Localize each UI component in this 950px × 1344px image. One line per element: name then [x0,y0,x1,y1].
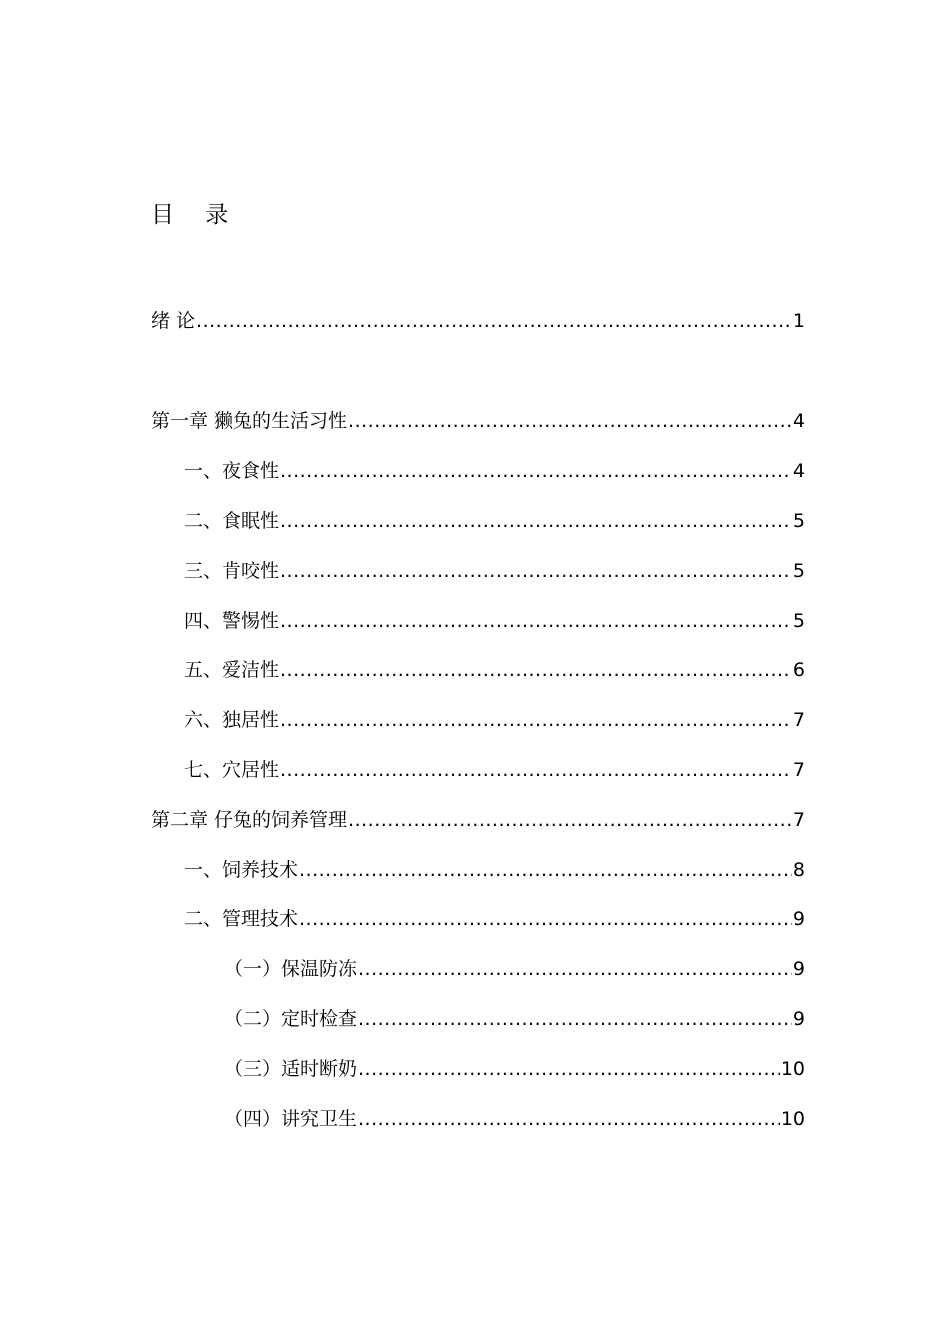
toc-page-number: 7 [792,759,805,781]
toc-entry-chapter-2[interactable] [151,805,805,835]
toc-entry-section[interactable] [184,904,805,934]
toc-dot-leader [299,904,792,934]
toc-page-number: 8 [792,859,805,881]
toc-entry-subsection[interactable] [224,1054,805,1084]
toc-page-number: 9 [792,1008,805,1030]
toc-dot-leader [358,1004,792,1034]
toc-dot-leader [358,1054,780,1084]
toc-entry-subsection[interactable] [224,1104,805,1134]
toc-entry-section[interactable] [184,606,805,636]
toc-entry-chapter-1[interactable] [151,406,805,436]
toc-entry-section[interactable] [184,506,805,536]
toc-entry-label: 六、独居性 [184,709,280,731]
toc-entry-subsection[interactable] [224,1004,805,1034]
toc-page-number: 5 [792,560,805,582]
toc-dot-leader [196,306,792,336]
toc-entry-label: 二、管理技术 [184,908,299,930]
toc-entry-subsection[interactable] [224,954,805,984]
toc-entry-section[interactable] [184,556,805,586]
toc-dot-leader [358,1104,780,1134]
toc-entry-label: 二、食眠性 [184,510,280,532]
toc-dot-leader [280,556,792,586]
toc-page-number: 9 [792,908,805,930]
toc-entry-label: 五、爱洁性 [184,659,280,681]
toc-page-number: 5 [792,510,805,532]
toc-entry-label: 七、穴居性 [184,759,280,781]
toc-page-number: 4 [792,460,805,482]
toc-entry-label: 三、肯咬性 [184,560,280,582]
toc-entry-section[interactable] [184,655,805,685]
toc-dot-leader [348,406,792,436]
toc-entry-label: （三）适时断奶 [224,1058,358,1080]
toc-page-number: 6 [792,659,805,681]
toc-entry-section[interactable] [184,855,805,885]
toc-dot-leader [280,705,792,735]
toc-page-number: 10 [780,1108,805,1130]
toc-page-number: 10 [780,1058,805,1080]
toc-entry-label: （二）定时检查 [224,1008,358,1030]
toc-entry-section[interactable] [184,456,805,486]
toc-entry-section[interactable] [184,755,805,785]
toc-entry-label: （四）讲究卫生 [224,1108,358,1130]
toc-entry-label: 绪 论 [151,310,196,332]
toc-dot-leader [280,456,792,486]
toc-entry-label: 四、警惕性 [184,610,280,632]
toc-page-number: 1 [792,310,805,332]
toc-entry-label: 第一章 獭兔的生活习性 [151,410,348,432]
toc-dot-leader [280,506,792,536]
toc-page-number: 7 [792,709,805,731]
toc-dot-leader [280,755,792,785]
toc-page-number: 9 [792,958,805,980]
toc-entry-label: 一、夜食性 [184,460,280,482]
toc-entry-label: （一）保温防冻 [224,958,358,980]
toc-dot-leader [348,805,792,835]
toc-dot-leader [280,606,792,636]
toc-title: 目 录 [151,202,241,228]
toc-page-number: 4 [792,410,805,432]
toc-entry-label: 第二章 仔兔的饲养管理 [151,809,348,831]
toc-dot-leader [280,655,792,685]
toc-dot-leader [299,855,792,885]
toc-entry-label: 一、饲养技术 [184,859,299,881]
toc-page-number: 7 [792,809,805,831]
toc-entry-section[interactable] [184,705,805,735]
toc-dot-leader [358,954,792,984]
toc-entry-intro[interactable] [151,306,805,336]
toc-page-number: 5 [792,610,805,632]
